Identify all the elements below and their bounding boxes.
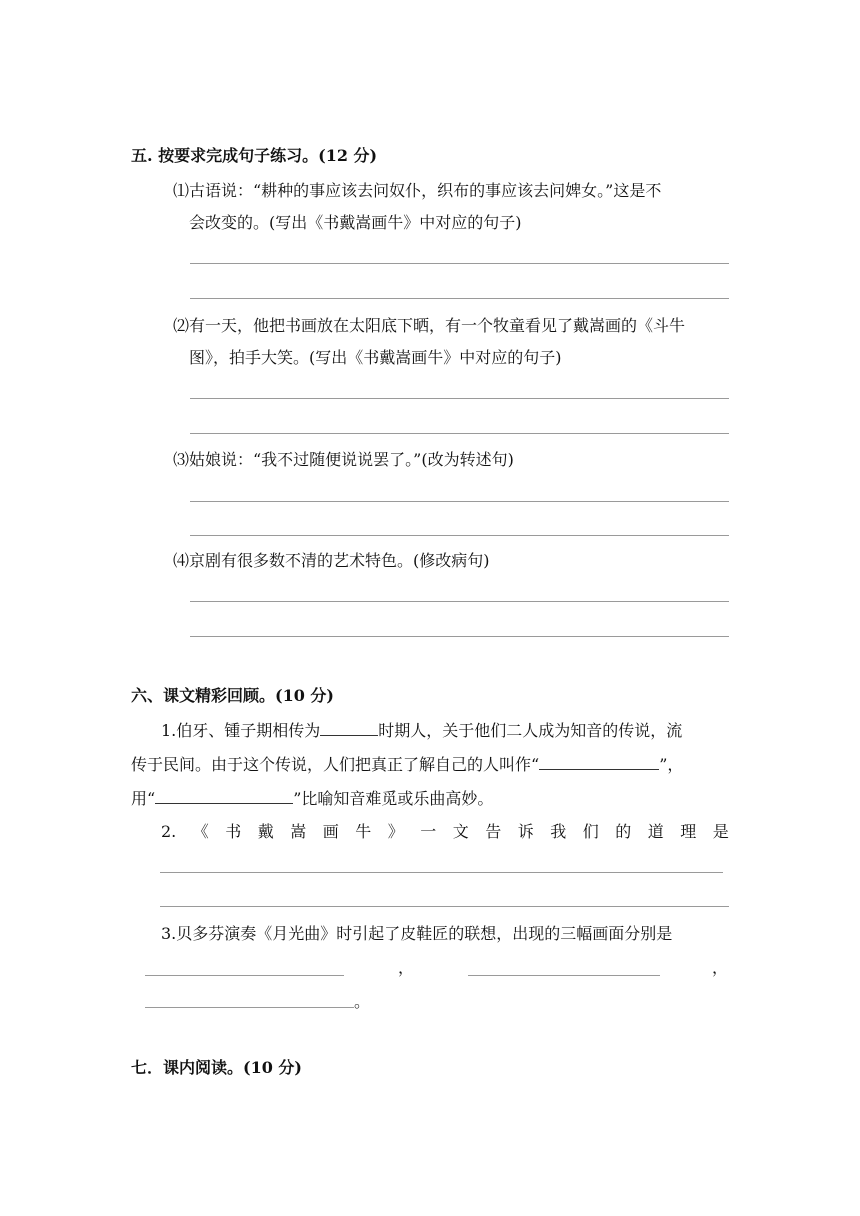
section-5-heading: 五. 按要求完成句子练习。(12 分) [131,146,378,165]
q6-2-char: 书 [225,822,242,841]
q6-1-blank-zhiyin[interactable] [539,754,659,770]
q5-1-answer-line-1[interactable] [190,263,729,264]
q6-2-char: 《 [192,822,209,841]
q6-2-char: 戴 [257,822,274,841]
q5-4-answer-line-1[interactable] [190,601,729,602]
q5-3-answer-line-1[interactable] [190,501,729,502]
q6-1-text-e: 用“ [131,789,156,808]
q5-2-line2: 图》，拍手大笑。(写出《书戴嵩画牛》中对应的句子) [189,348,562,367]
q6-2-char: 画 [322,822,339,841]
q5-4-answer-line-2[interactable] [190,636,729,637]
q6-1-text-f: ”比喻知音难觅或乐曲高妙。 [293,789,494,808]
q6-2-answer-line-2[interactable] [160,906,729,907]
q6-2-char: 们 [582,822,599,841]
q6-2-char: 的 [615,822,632,841]
q5-1-line1: ⑴古语说：“耕种的事应该去问奴仆，织布的事应该去问婢女。”这是不 [173,181,662,200]
q6-2-char: 是 [712,822,729,841]
q5-2-line1: ⑵有一天，他把书画放在太阳底下晒，有一个牧童看见了戴嵩画的《斗牛 [173,316,686,335]
q6-2-char: 理 [680,822,697,841]
q5-2-answer-line-1[interactable] [190,398,729,399]
q6-3-blank-2[interactable] [468,975,660,976]
q6-2-line1 [161,822,729,842]
q6-1-line3 [131,788,493,809]
q6-1-blank-idiom[interactable] [155,788,293,804]
q6-3-comma-2: ， [712,958,729,977]
section-6-heading: 六、课文精彩回顾。(10 分) [131,686,334,705]
q6-2-char: 》 [387,822,404,841]
q6-2-char: 嵩 [290,822,307,841]
q5-3-line1: ⑶姑娘说：“我不过随便说说罢了。”(改为转述句) [173,450,514,469]
q6-2-char: 诉 [517,822,534,841]
q5-1-line2: 会改变的。(写出《书戴嵩画牛》中对应的句子) [189,213,522,232]
q6-3-period: 。 [354,992,371,1011]
q6-1-blank-era[interactable] [320,720,378,736]
q6-3-blank-1[interactable] [145,975,344,976]
q6-1-text-d: ”， [659,755,684,774]
q6-2-char: 牛 [355,822,372,841]
q5-2-answer-line-2[interactable] [190,433,729,434]
q6-2-char: 2. [161,822,177,841]
q5-3-answer-line-2[interactable] [190,535,729,536]
q6-1-line2 [131,754,683,775]
q6-2-char: 告 [485,822,502,841]
q6-2-char: 一 [420,822,437,841]
q6-1-text-b: 时期人，关于他们二人成为知音的传说，流 [378,721,683,740]
q6-2-char: 我 [550,822,567,841]
q6-3-line1: 3.贝多芬演奏《月光曲》时引起了皮鞋匠的联想，出现的三幅画面分别是 [161,924,673,943]
q6-2-char: 文 [452,822,469,841]
q6-3-blank-3[interactable] [145,1007,354,1008]
q6-1-text-a: 1.伯牙、锺子期相传为 [161,721,321,740]
q5-1-answer-line-2[interactable] [190,298,729,299]
q6-1-text-c: 传于民间。由于这个传说，人们把真正了解自己的人叫作“ [131,755,540,774]
q5-4-line1: ⑷京剧有很多数不清的艺术特色。(修改病句) [173,551,490,570]
section-7-heading: 七．课内阅读。(10 分) [131,1058,302,1077]
q6-2-answer-line-1[interactable] [160,872,723,873]
q6-1-line1 [161,720,682,741]
q6-3-comma-1: ， [398,958,415,977]
q6-2-char: 道 [647,822,664,841]
